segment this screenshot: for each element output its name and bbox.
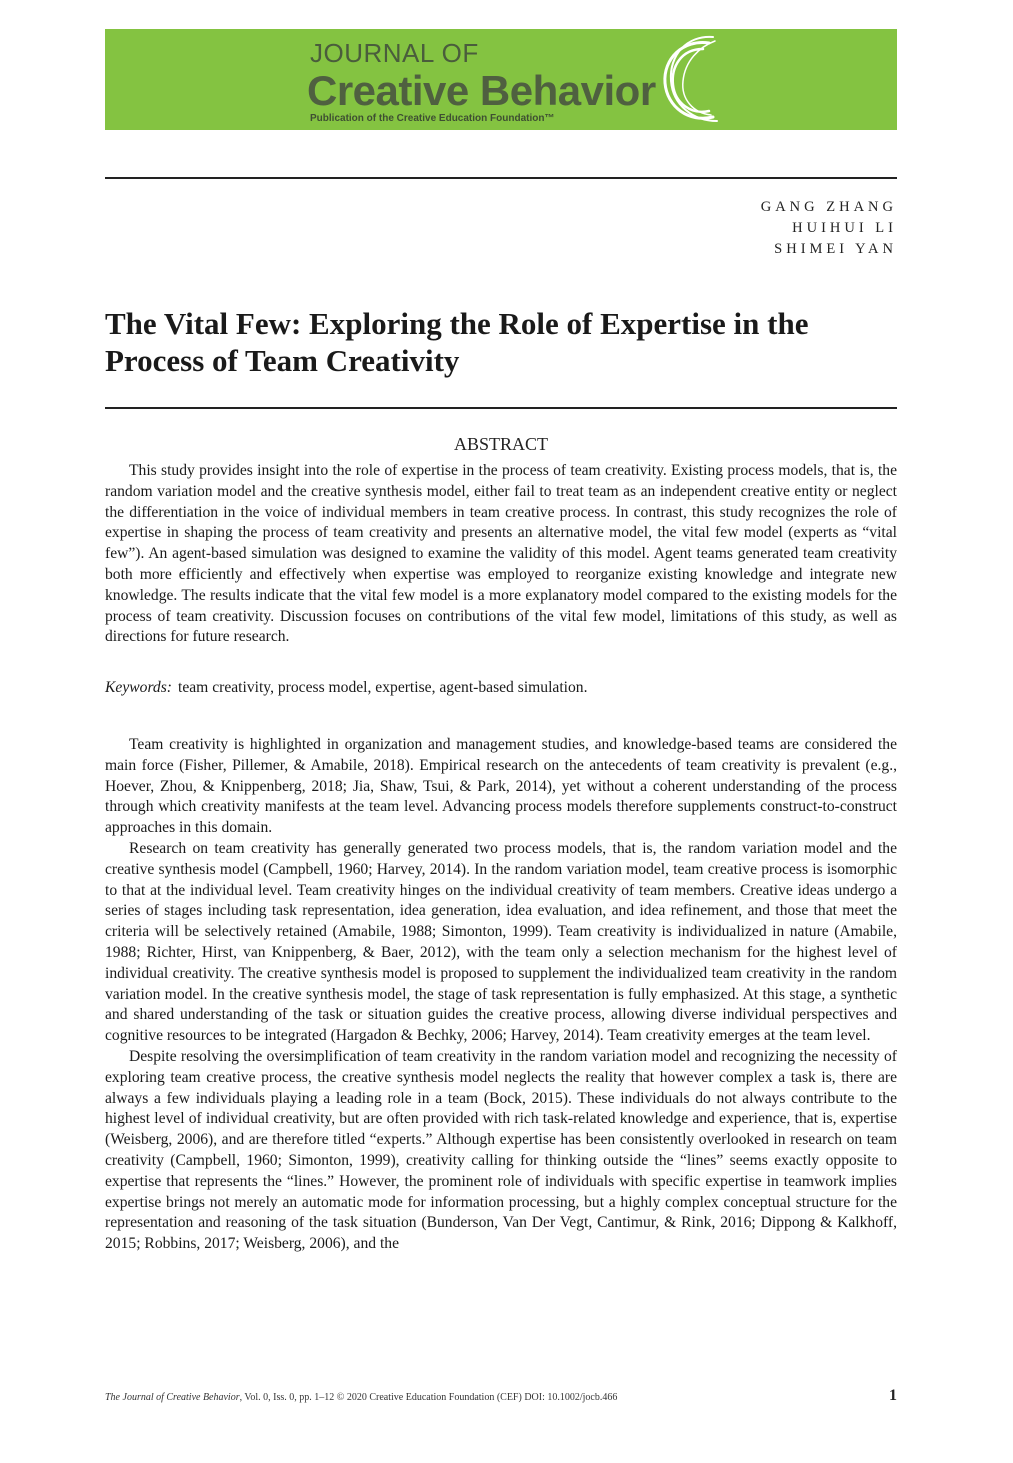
author-list [761, 197, 897, 260]
journal-name-line2: Creative Behavior [307, 67, 656, 114]
journal-c-logo-icon [653, 31, 723, 129]
top-rule [105, 177, 897, 179]
page-number: 1 [889, 1387, 897, 1404]
abstract-text: This study provides insight into the role of expertise in the process of team creativity. Existing process models, that is, the random variation model and the creative synthesis model, either fail to treat team as an independent creative entity or neglect the differentiation in the voice of individual members in team creative process. In contrast, this study recognizes the role of expertise in shaping the process of team creativity and presents an alternative model, the vital few model (experts as “vital few”). An agent-based simulation was designed to examine the validity of this model. Agent teams generated team creativity both more efficiently and effectively when expertise was employed to reorganize existing knowledge and integrate new knowledge. The results indicate that the vital few model is a more explanatory model compared to the existing models for the process of team creativity. Discussion focuses on contributions of the vital few model, limitations of this study, as well as directions for future research. [105, 462, 897, 646]
body-paragraph: Team creativity is highlighted in organization and management studies, and knowledge-based teams are considered the main force (Fisher, Pillemer, & Amabile, 2018). Empirical research on the antecedents of team creativity is prevalent (e.g., Hoever, Zhou, & Knippenberg, 2018; Jia, Shaw, Tsui, & Park, 2014), yet without a coherent understanding of the process through which creativity manifests at the team level. Advancing process models therefore supplements construct-to-construct approaches in this domain. [105, 736, 897, 837]
journal-banner [105, 29, 897, 130]
keywords-text: team creativity, process model, expertise, agent-based simulation. [178, 679, 588, 696]
author-name: GANG ZHANG [760, 199, 897, 215]
body-text [105, 735, 897, 1255]
author-name: SHIMEI YAN [774, 241, 897, 257]
footer-journal: The Journal of Creative Behavior [105, 1392, 240, 1403]
page-footer [105, 1392, 617, 1403]
body-paragraph: Despite resolving the oversimplification of team creativity in the random variation model and recognizing the necessity of exploring team creative process, the creative synthesis model neglects the reality that however complex a task is, there are always a few individuals playing a leading role in a team (Bock, 2015). These individuals do not always contribute to the highest level of individual creativity, but are often provided with rich task-related knowledge and experience, that is, expertise (Weisberg, 2006), and are therefore titled “experts.” Although expertise has been consistently overlooked in research on team creativity (Campbell, 1960; Simonton, 1999), creativity calling for thinking outside the “lines” seems exactly opposite to expertise that represents the “lines.” However, the prominent role of individuals with specific expertise in teamwork implies expertise brings not merely an automatic mode for information processing, but a highly complex conceptual structure for the representation and reasoning of the task situation (Bunderson, Van Der Vegt, Cantimur, & Rink, 2016; Dippong & Kalkhoff, 2015; Robbins, 2017; Weisberg, 2006), and the [105, 1047, 897, 1253]
keywords [105, 679, 897, 697]
journal-name-line1: JOURNAL OF [310, 38, 479, 68]
title-rule [105, 407, 897, 409]
abstract-heading: ABSTRACT [453, 434, 549, 454]
author-name: HUIHUI LI [792, 220, 897, 236]
paper-title: The Vital Few: Exploring the Role of Expertise in the Process of Team Creativity [105, 306, 809, 378]
keywords-label: Keywords: [105, 679, 172, 696]
footer-citation: , Vol. 0, Iss. 0, pp. 1–12 © 2020 Creative Education Foundation (CEF) DOI: 10.1002/jocb.466 [239, 1392, 618, 1403]
body-paragraph: Research on team creativity has generally generated two process models, that is, the random variation model and the creative synthesis model (Campbell, 1960; Harvey, 2014). In the random variation model, team creative process is isomorphic to that at the individual level. Team creativity hinges on the individual creativity of team members. Creative ideas undergo a series of stages including task representation, idea generation, idea evaluation, and idea refinement, and those that meet the criteria will be selectively retained (Amabile, 1988; Simonton, 1999). Team creativity is individualized in nature (Amabile, 1988; Richter, Hirst, van Knippenberg, & Baer, 2012), with the team only a selection mechanism for the highest level of individual creativity. The creative synthesis model is proposed to supplement the individualized team creativity in the random variation model. In the creative synthesis model, the stage of task representation is fully emphasized. At this stage, a synthetic and shared understanding of the task or situation guides the creative process, allowing diverse individual perspectives and cognitive resources to be integrated (Hargadon & Bechky, 2006; Harvey, 2014). Team creativity emerges at the team level. [105, 839, 897, 1045]
journal-tagline: Publication of the Creative Education Foundation™ [310, 113, 555, 124]
